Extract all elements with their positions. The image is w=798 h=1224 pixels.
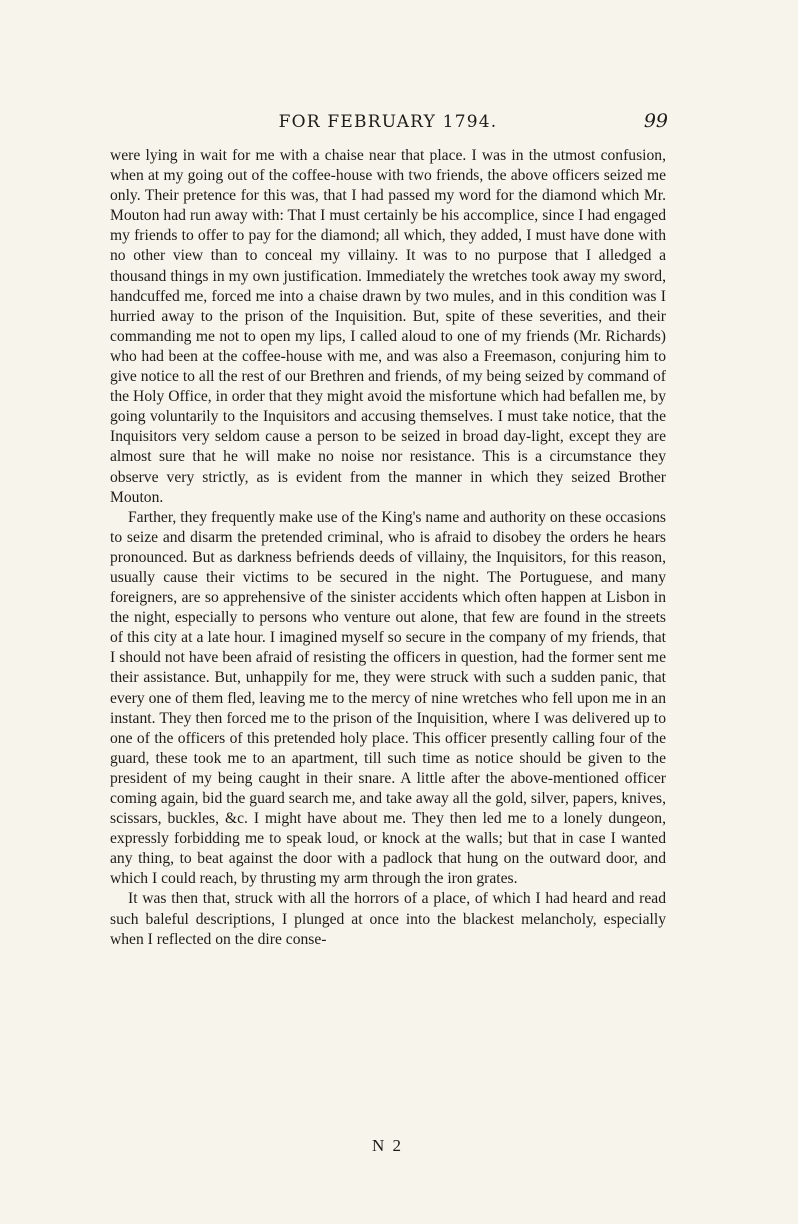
page-number: 99 xyxy=(643,110,668,132)
paragraph: were lying in wait for me with a chaise near that place. I was in the utmost confusion, when at my going out of the coffee-house with two friends, the above officers seized me only. Their pretence for this was, that I had passed my word for the diamond which Mr. Mouton had run away with: That I must certainly be his accomplice, since I had engaged my friends to offer to pay for the diamond; all which, they added, I must have done with no other view than to conceal my villainy. It was to no purpose that I alledged a thousand things in my own justification. Immediately the wretches took away my sword, handcuffed me, forced me into a chaise drawn by two mules, and in this condition was I hurried away to the prison of the Inquisition. But, spite of these severities, and their commanding me not to open my lips, I called aloud to one of my friends (Mr. Richards) who had been at the coffee-house with me, and was also a Freemason, conjuring him to give notice to all the rest of our Brethren and friends, of my being seized by command of the Holy Office, in order that they might avoid the misfortune which had befallen me, by going voluntarily to the Inquisitors and accusing themselves. I must take notice, that the Inquisitors very seldom cause a person to be seized in broad day-light, except they are almost sure that he will make no noise nor resistance. This is a circumstance they observe very strictly, as is evident from the manner in which they seized Brother Mouton. xyxy=(110,147,666,506)
paragraph: It was then that, struck with all the horrors of a place, of which I had heard and read such baleful descriptions, I plunged at once into the blackest melancholy, especially when I reflected on the dire conse- xyxy=(110,890,666,948)
paragraph: Farther, they frequently make use of the King's name and authority on these occasions to seize and disarm the pretended criminal, who is afraid to disobey the orders he hears pronounced. But as darkness befriends deeds of villainy, the Inquisitors, for this reason, usually cause their victims to be secured in the night. The Portuguese, and many foreigners, are so apprehensive of the sinister accidents which often happen at Lisbon in the night, especially to persons who venture out alone, that few are found in the streets of this city at a late hour. I imagined myself so secure in the company of my friends, that I should not have been afraid of resisting the officers in question, had the former sent me their assistance. But, unhappily for me, they were struck with such a sudden panic, that every one of them fled, leaving me to the mercy of nine wretches who fell upon me in an instant. They then forced me to the prison of the Inquisition, where I was delivered up to one of the officers of this pretended holy place. This officer presently calling four of the guard, these took me to an apartment, till such time as notice should be given to the president of my being caught in their snare. A little after the above-mentioned officer coming again, bid the guard search me, and take away all the gold, silver, papers, knives, scissars, buckles, &c. I might have about me. They then led me to a lonely dungeon, expressly forbidding me to speak loud, or knock at the walls; but that in case I wanted any thing, to beat against the door with a padlock that hung on the outward door, and which I could reach, by thrusting my arm through the iron grates. xyxy=(110,508,666,888)
body-text xyxy=(110,146,666,950)
running-head: FOR FEBRUARY 1794. xyxy=(278,112,498,132)
page-header xyxy=(110,112,666,138)
signature-mark: N 2 xyxy=(372,1136,404,1155)
